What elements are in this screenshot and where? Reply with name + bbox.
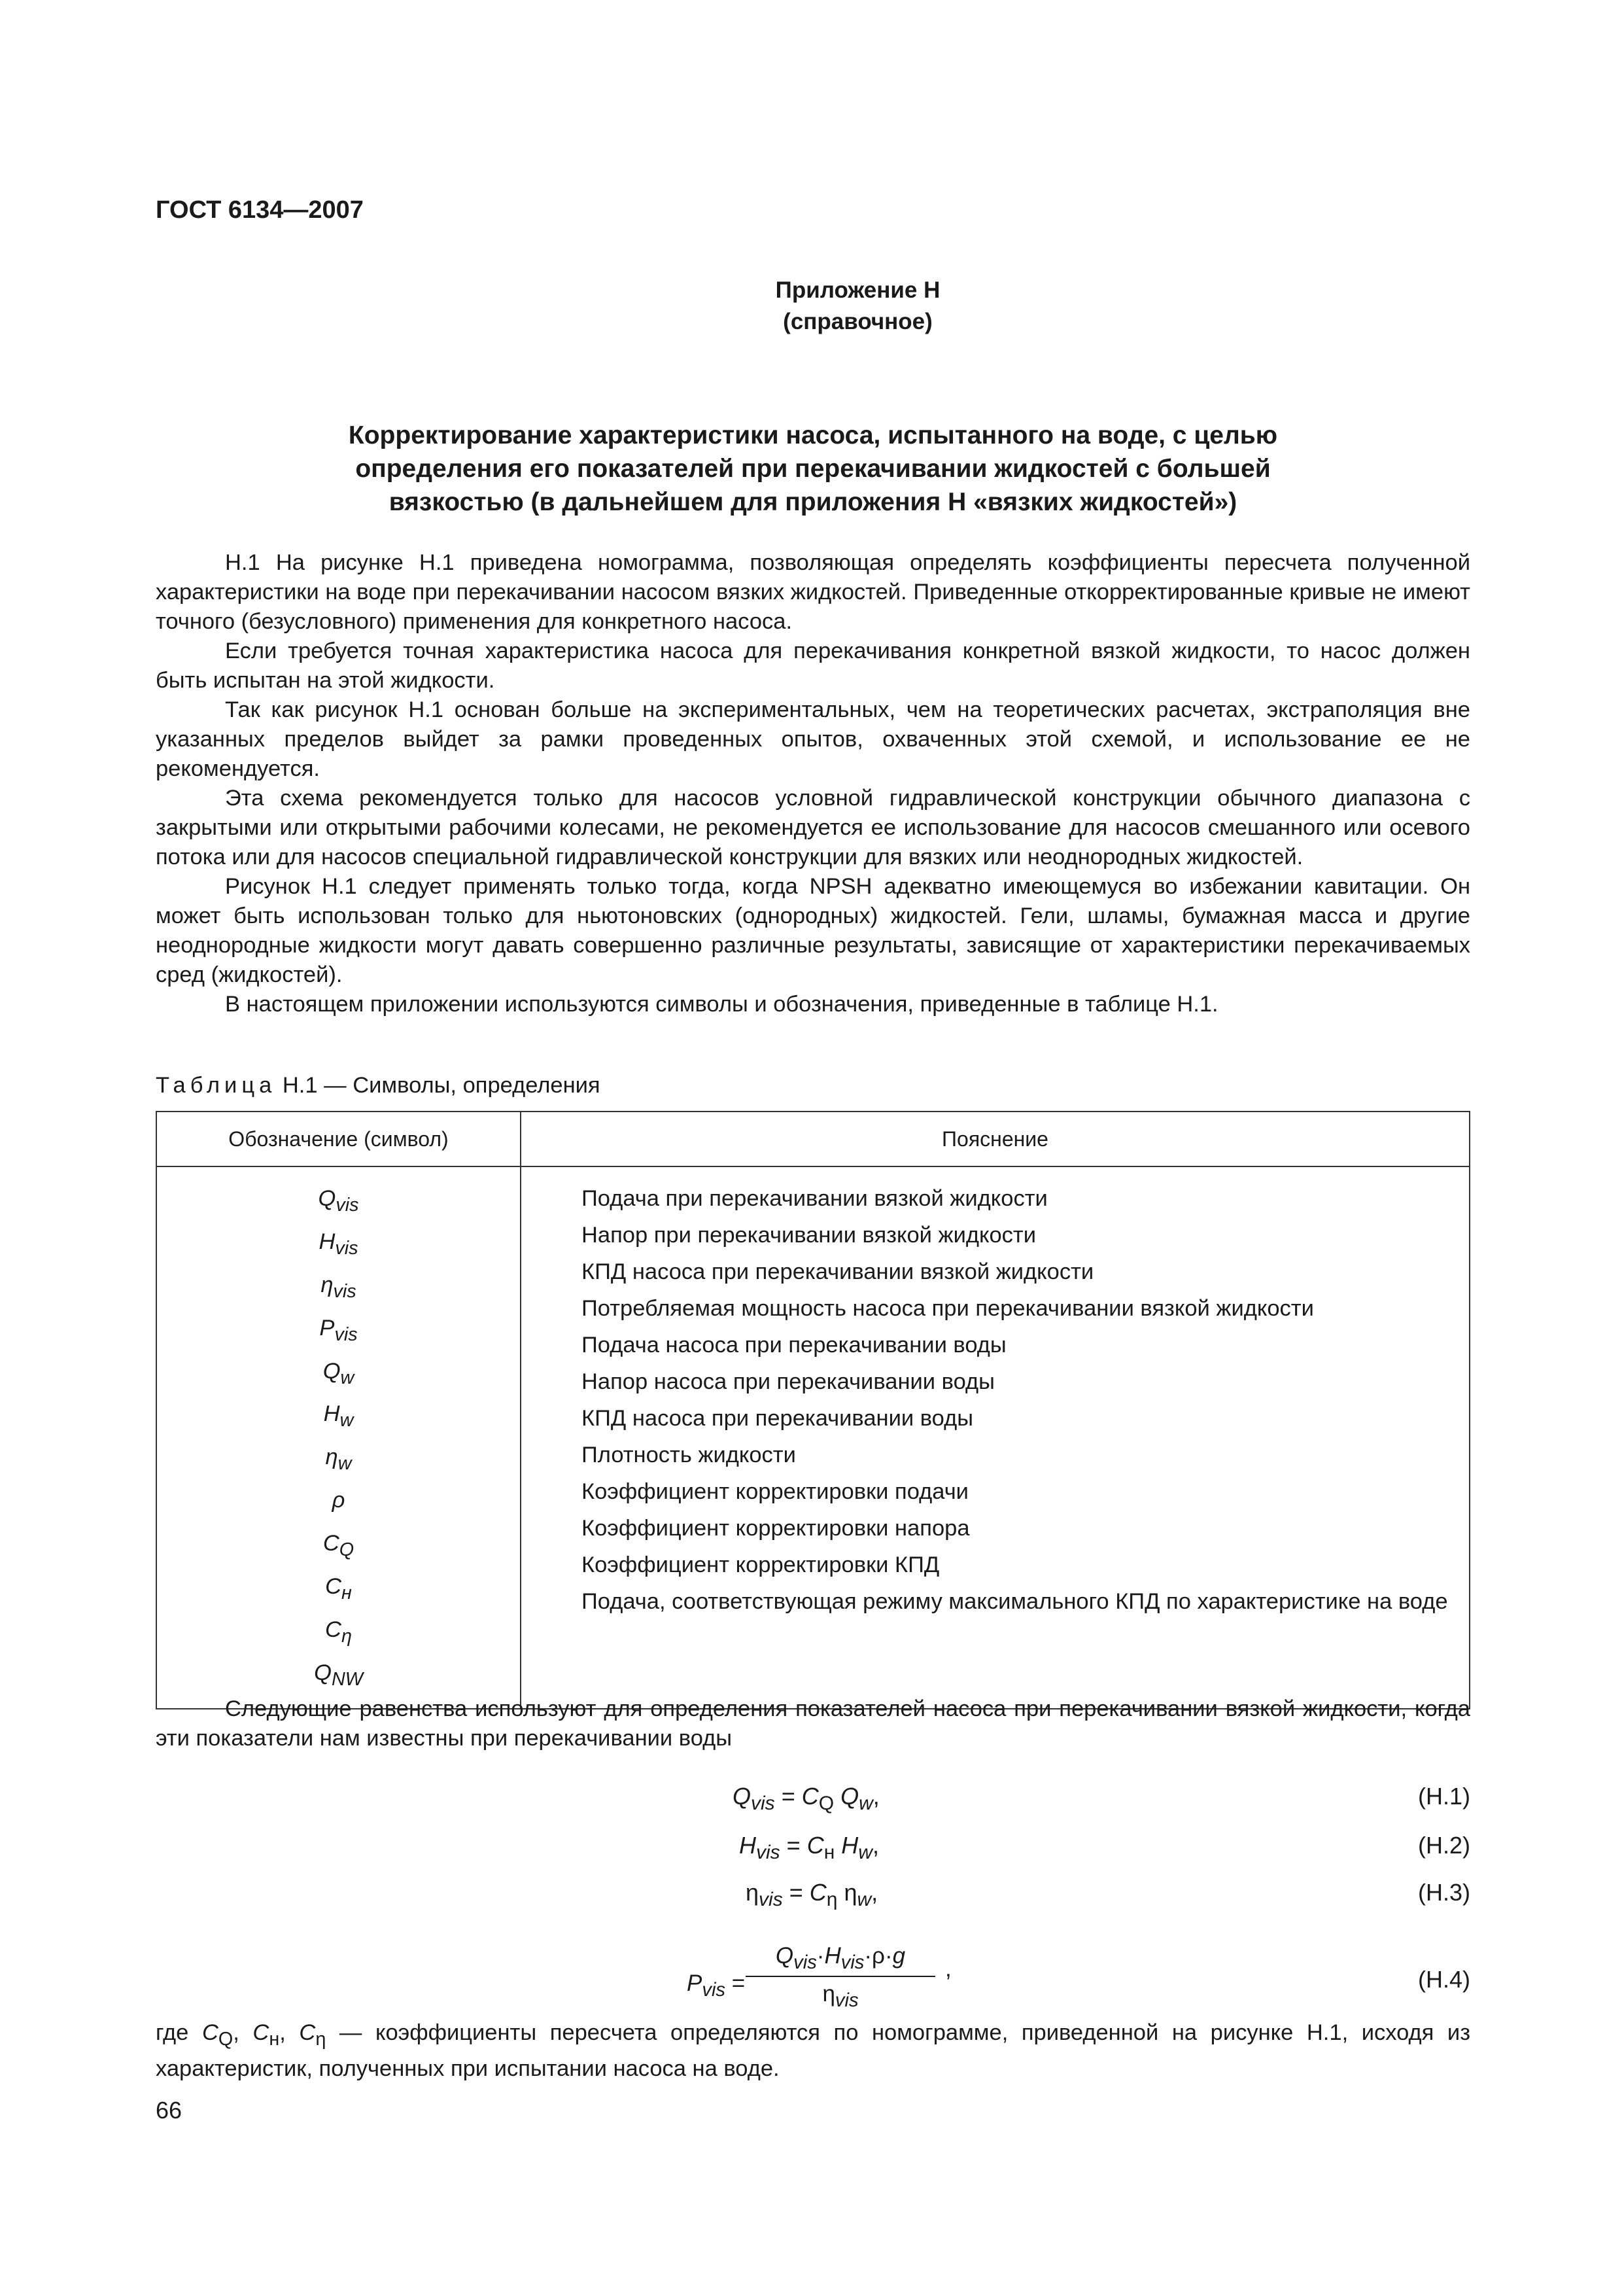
table-caption-text: Н.1 — Символы, определения [276, 1073, 600, 1098]
page-number: 66 [156, 2097, 182, 2124]
symbol-cell: $H_{vis}$ [319, 1229, 358, 1259]
symbol-cell: $C_Q$ [322, 1531, 354, 1561]
explanation-cell: Коэффициент корректировки подачи [581, 1479, 969, 1504]
explanation-cell: КПД насоса при перекачивании вязкой жидкости [581, 1259, 1094, 1284]
symbols-table [156, 1111, 1470, 1709]
paragraph: Рисунок Н.1 следует применять только тогда, когда NPSH адекватно имеющемуся во избежании кавитации. Он может быть использован только для ньютоновских (однородных) жидкостей. Гели, шламы, бумажная масса и другие неоднородные жидкости могут давать совершенно различные результаты, зависящие от характеристики перекачиваемых сред (жидкостей). [156, 874, 1470, 987]
equations-intro: Следующие равенства используют для определения показателей насоса при перекачивании вязкой жидкости, когда эти показатели нам известны при перекачивании воды [156, 1696, 1470, 1751]
symbol-cell: $Q_{NW}$ [314, 1660, 363, 1690]
explanation-cell: КПД насоса при перекачивании воды [581, 1406, 974, 1431]
title-line-2: определения его показателей при перекачивании жидкостей с большей [355, 455, 1271, 483]
explanation-cell: Плотность жидкости [581, 1443, 796, 1467]
appendix-type: (справочное) [783, 309, 933, 334]
explanation-cell: Напор насоса при перекачивании воды [581, 1369, 995, 1394]
explanation-cell: Напор при перекачивании вязкой жидкости [581, 1223, 1036, 1248]
symbol-cell: $C_\eta$ [325, 1617, 352, 1647]
symbol-cell: $Q_w$ [322, 1358, 354, 1388]
symbol-cell: ρ [332, 1488, 345, 1513]
equation-number-h2: (Н.2) [1418, 1832, 1470, 1859]
column-header-symbol: Обозначение (символ) [156, 1112, 521, 1166]
equation-h2: $H_{vis} = C_н$ $H_w$, [739, 1832, 879, 1864]
where-clause: где $C_Q$, $C_н$, $C_\eta$ — коэффициенты пересчета определяются по номограмме, приведенной на рисунке Н.1, исходя из характеристик, полученных при испытании насоса на воде. [156, 2020, 1471, 2081]
symbol-cell: $Q_{vis}$ [318, 1186, 359, 1216]
paragraph: Если требуется точная характеристика насоса для перекачивания конкретной вязкой жидкости, то насос должен быть испытан на этой жидкости. [156, 639, 1470, 693]
document-code: ГОСТ 6134—2007 [156, 196, 364, 224]
symbol-cell: $P_{vis}$ [319, 1315, 358, 1345]
title-line-1: Корректирование характеристики насоса, испытанного на воде, с целью [348, 421, 1278, 449]
fraction-denominator: $\eta_{vis}$ [822, 1981, 859, 2011]
fraction-bar [746, 1976, 935, 1977]
equation-h3: $\eta_{vis} = C_\eta$ $\eta_w$, [746, 1879, 878, 1911]
symbol-cell: $\eta_w$ [325, 1445, 352, 1475]
body-text [156, 548, 1470, 1019]
column-header-explanation: Пояснение [521, 1112, 1470, 1166]
equation-number-h4: (Н.4) [1418, 1966, 1470, 1993]
explanation-cell: Подача при перекачивании вязкой жидкости [581, 1186, 1048, 1211]
paragraph: Н.1 На рисунке Н.1 приведена номограмма, позволяющая определять коэффициенты пересчета полученной характеристики на воде при перекачивании насосом вязких жидкостей. Приведенные откорректированные кривые не имеют точного (безусловного) применения для конкретного насоса. [156, 550, 1470, 634]
symbol-cell: $H_w$ [323, 1401, 354, 1431]
equation-h1: $Q_{vis} = C_Q$ $Q_w$, [733, 1783, 880, 1815]
explanation-cell: Потребляемая мощность насоса при перекачивании вязкой жидкости [581, 1296, 1314, 1321]
paragraph: В настоящем приложении используются символы и обозначения, приведенные в таблице Н.1. [225, 992, 1218, 1017]
table-body-row [156, 1166, 1470, 1709]
paragraph: Так как рисунок Н.1 основан больше на экспериментальных, чем на теоретических расчетах, экстраполяция вне указанных пределов выйдет за рамки проведенных опытов, охваченных этой схемой, и использование ее не рекомендуется. [156, 697, 1470, 781]
equation-number-h3: (Н.3) [1418, 1879, 1470, 1906]
symbol-cell: $\eta_{vis}$ [320, 1272, 356, 1302]
appendix-heading [0, 275, 1624, 338]
table-caption-prefix: Таблица [156, 1073, 277, 1098]
symbol-column [156, 1166, 521, 1709]
appendix-title [156, 419, 1470, 519]
paragraph: Эта схема рекомендуется только для насосов условной гидравлической конструкции обычного диапазона с закрытыми или открытыми рабочими колесами, не рекомендуется ее использование для насосов смешанного или осевого потока или для насосов специальной гидравлической конструкции для вязких или неоднородных жидкостей. [156, 786, 1470, 869]
explanation-cell: Коэффициент корректировки КПД [581, 1552, 940, 1577]
explanation-cell: Подача, соответствующая режиму максимального КПД по характеристике на воде [581, 1589, 1448, 1614]
explanation-column [521, 1166, 1470, 1709]
title-line-3: вязкостью (в дальнейшем для приложения Н «вязких жидкостей») [389, 488, 1237, 516]
table-caption [156, 1073, 600, 1098]
equation-number-h1: (Н.1) [1418, 1783, 1470, 1810]
fraction-numerator: $Q_{vis}\cdot H_{vis}\cdot\rho\cdot g$ [775, 1943, 906, 1973]
symbol-cell: $C_н$ [325, 1574, 352, 1603]
explanation-cell: Коэффициент корректировки напора [581, 1516, 970, 1541]
explanation-cell: Подача насоса при перекачивании воды [581, 1333, 1007, 1358]
appendix-label: Приложение Н [775, 277, 941, 303]
